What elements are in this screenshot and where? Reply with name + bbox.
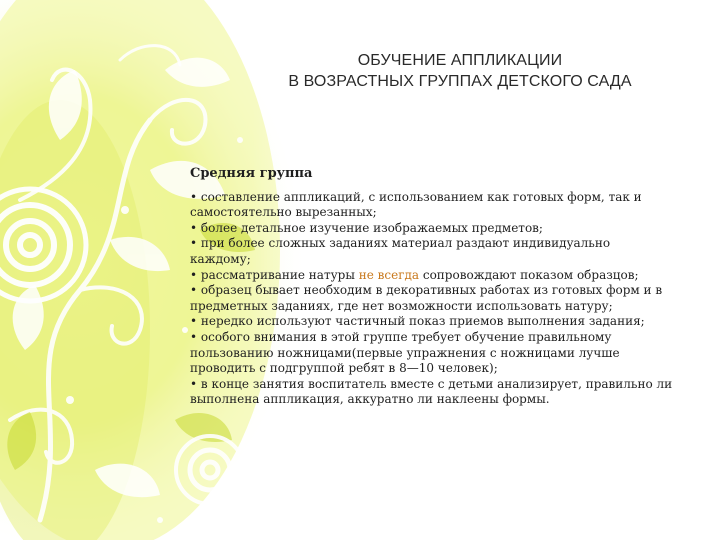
text-line: самостоятельно вырезанных; — [190, 205, 377, 220]
slide-title — [220, 50, 700, 92]
text-line: выполнена аппликация, аккуратно ли наклеены формы. — [190, 392, 550, 407]
text-line: • более детальное изучение изображаемых предметов; — [190, 220, 543, 235]
text-line: • особого внимания в этой группе требует обучение правильному — [190, 329, 612, 344]
content-block — [190, 166, 700, 408]
text-line-highlighted — [190, 268, 700, 284]
text-line: пользованию ножницами(первые упражнения с ножницами лучше — [190, 345, 620, 360]
slide-title-line-2: В ВОЗРАСТНЫХ ГРУППАХ ДЕТСКОГО САДА — [288, 73, 632, 90]
highlighted-phrase: не всегда — [358, 267, 420, 282]
text-segment: сопровождают показом образцов; — [419, 267, 639, 282]
text-line: проводить с подгруппой ребят в 8—10 человек); — [190, 361, 498, 376]
text-line: • составление аппликаций, с использованием как готовых форм, так и — [190, 189, 642, 204]
text-line: • образец бывает необходим в декоративных работах из готовых форм и в — [190, 283, 663, 298]
text-line: предметных заданиях, где нет возможности использовать натуру; — [190, 298, 613, 313]
section-subtitle: Средняя группа — [190, 166, 313, 181]
text-line: • нередко используют частичный показ приемов выполнения задания; — [190, 314, 645, 329]
text-segment: • рассматривание натуры — [190, 267, 359, 282]
slide-title-line-1: ОБУЧЕНИЕ АППЛИКАЦИИ — [357, 52, 563, 69]
text-line: каждому; — [190, 251, 251, 266]
text-line: • при более сложных заданиях материал раздают индивидуально — [190, 236, 611, 251]
text-line: • в конце занятия воспитатель вместе с детьми анализирует, правильно ли — [190, 376, 673, 391]
